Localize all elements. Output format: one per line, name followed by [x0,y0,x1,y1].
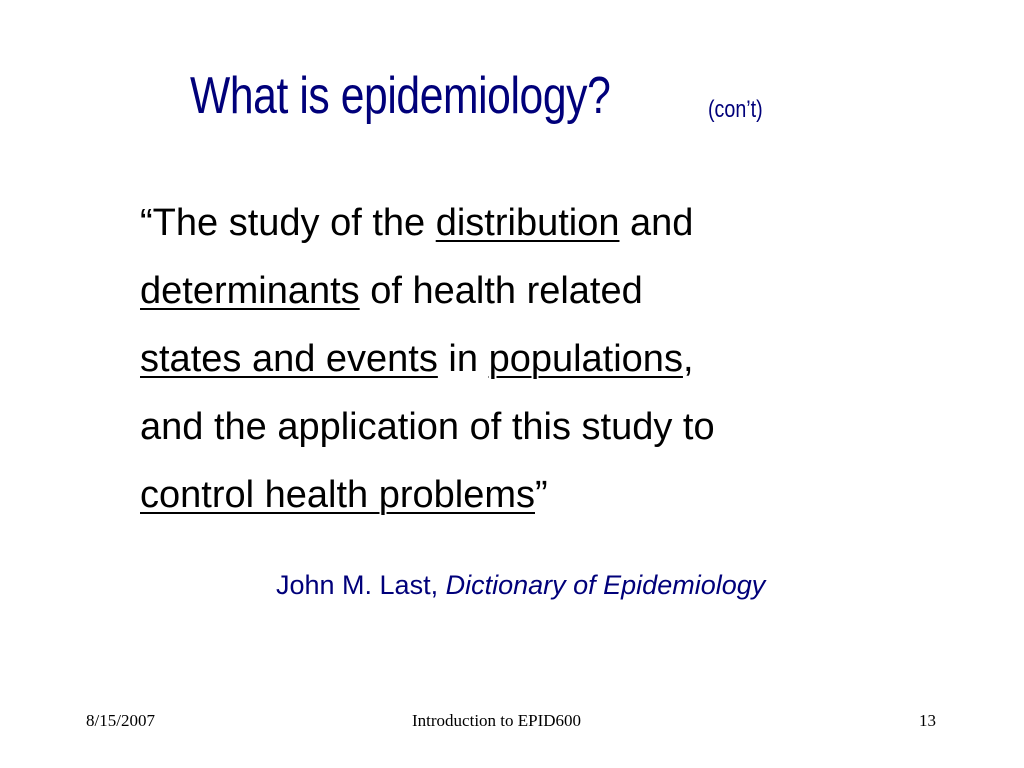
quote-text: ” [535,474,548,516]
slide-title [190,66,950,126]
quote-line [140,196,960,264]
quote-attribution [276,570,765,601]
quote-text: and [619,202,694,244]
quote-key-term: determinants [140,270,360,312]
quote-key-term: states and events [140,338,438,380]
quote-key-term: distribution [435,202,620,244]
quote-text: and the application of this study to [140,406,715,448]
footer-page-number: 13 [919,711,936,730]
quote-line [140,400,960,468]
title-main-text: What is epidemiology? [190,67,611,125]
quote-text: of health related [359,270,643,312]
footer-course-title: Introduction to EPID600 [412,711,582,730]
quote-text: in [437,338,489,380]
footer-date: 8/15/2007 [86,711,155,730]
attribution-book-title: Dictionary of Epidemiology [445,570,766,600]
title-continued-label: (con’t) [708,96,763,123]
quote-key-term: control health problems [140,474,535,516]
quote-text: , [682,338,694,380]
definition-quote [140,196,960,536]
quote-line [140,468,960,536]
attribution-author: John M. Last, [276,570,446,600]
quote-key-term: populations [488,338,683,380]
quote-text: “The study of the [140,202,436,244]
quote-line [140,332,960,400]
quote-line [140,264,960,332]
